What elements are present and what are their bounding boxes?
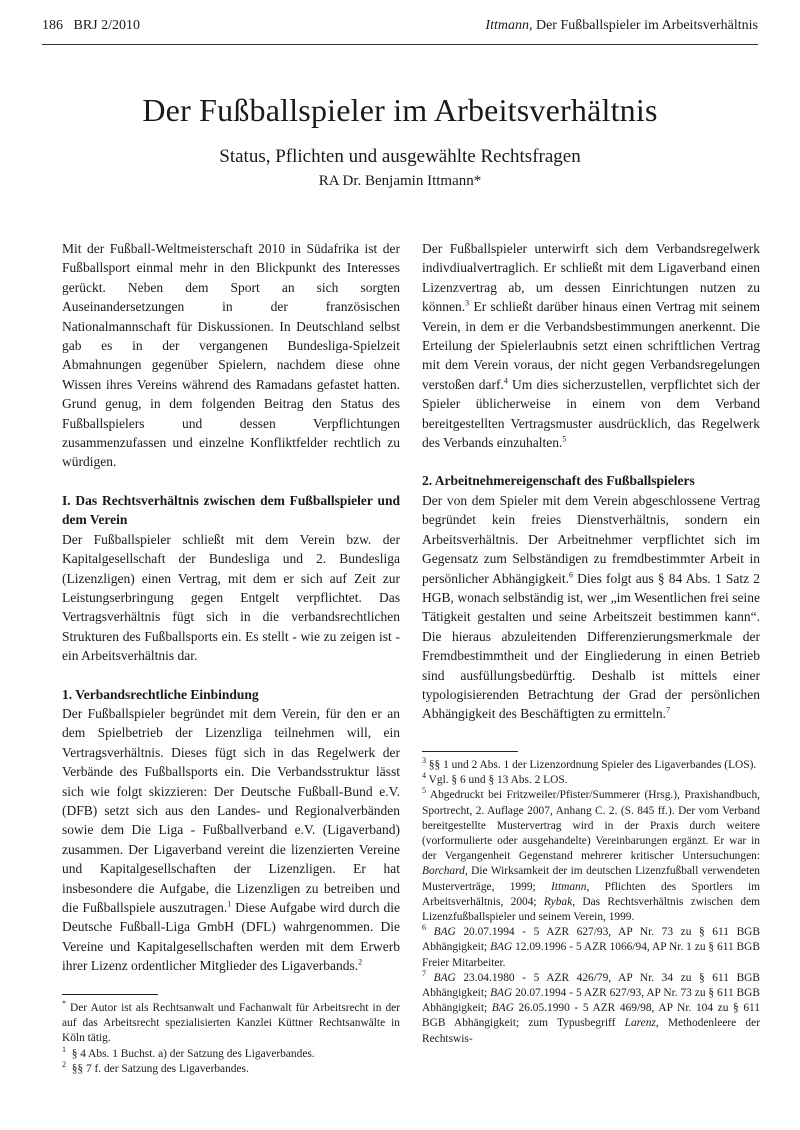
footnote-ref-6[interactable]: 6: [569, 570, 573, 579]
subsection-1-paragraph: Der Fußballspieler begründet mit dem Verein, für den er an dem Spielbetrieb der Lizenzliga teilnehmen will, ein Vertragsverhältnis. Dieses fügt sich in das Regelwerk der Verbände des Fußballsports ein. Die Verbandsstruktur lässt sich wie folgt skizzieren: Der Deutsche Fußball-Bund e.V. (DFB) setzt sich aus den Landes- und Regionalverbänden sowie dem Die Liga - Fußballverband e.V. (Ligaverband) zusammen. Der Ligaverband vereint die lizenzierten Vereine und Kapitalgesellschaften der Lizenzligen. Er hat insbesondere die Aufgabe, die Lizenzligen zu betreiben und die Fußballspiele auszutragen.$^1$ Diese Aufgabe wird durch die Deutsche Fußball-Liga GmbH (DFL) wahrgenommen. Die Vereine und Kapitalgesellschaften werden mit dem Erwerb ihrer Lizenz ordentlicher Mitglieder des Ligaverbands.$^2$: [62, 705, 401, 974]
footnote-4: $^4$ Vgl. § 6 und § 13 Abs. 2 LOS.: [422, 771, 568, 787]
header-rule: [42, 44, 758, 45]
subsection-heading-2: 2. Arbeitnehmereigenschaft des Fußballspielers: [422, 473, 695, 489]
footnote-rule: [62, 994, 158, 995]
footnote-rule: [422, 751, 518, 752]
footnote-ref-2[interactable]: 2: [358, 957, 363, 967]
footnote-ref-4[interactable]: 4: [503, 376, 508, 386]
article-author: RA Dr. Benjamin Ittmann*: [318, 173, 482, 189]
footnote-2: $^2$ §§ 7 f. der Satzung des Ligaverbandes.: [62, 1060, 249, 1075]
footnote-3: $^3$ §§ 1 und 2 Abs. 1 der Lizenzordnung Spieler des Ligaverbandes (LOS).: [422, 756, 757, 771]
footnote-5: $^5$ Abgedruckt bei Fritzweiler/Pfister/Summerer (Hrsg.), Praxishandbuch, Sportrecht, 2. Auflage 2007, Anhang C. 2. (S. 845 ff.). Der vom Verband bereitgestellte Mustervertrag wird in der Praxis durch weitere (vorformulierte oder ausgehandelte) Vereinbarungen ergänzt. Er war in der Vergangenheit Gegenstand mehrerer kritischer Untersuchungen: Borchard, Die Wirksamkeit der im deutschen Lizenzfußball verwendeten Musterverträge, 1999; Ittmann, Pflichten des Sportlers im Arbeitsverhältnis, 2004; Rybak, Das Rechtsverhältnis zwischen dem Lizenzfußballspieler und seinem Verein, 1999.: [422, 786, 760, 924]
article-subtitle: Status, Pflichten und ausgewählte Rechtsfragen: [219, 146, 581, 167]
section-1-paragraph: Der Fußballspieler schließt mit dem Verein bzw. der Kapitalgesellschaft der Bundesliga und 2. Bundesliga (Lizenzligen) einen Vertrag, mit dem er sich auf Zeit zur Leistungserbringung gegen Entgelt verpflichtet. Das Vertragsverhältnis fügt sich in die verbandsrechtlichen Strukturen des Fußballsports ein. Es stellt - wie zu zeigen ist - ein Arbeitsverhältnis dar.: [62, 531, 400, 664]
article-title: Der Fußballspieler im Arbeitsverhältnis: [142, 92, 658, 128]
footnote-author: * Der Autor ist als Rechtsanwalt und Fachanwalt für Arbeitsrecht in der auf das Arbeitsrecht spezialisierten Kanzlei Küttner Rechtsanwälte in Köln tätig.: [62, 999, 400, 1045]
running-title: Ittmann, Der Fußballspieler im Arbeitsverhältnis: [485, 18, 758, 33]
footnote-7: $^7$ BAG 23.04.1980 - 5 AZR 426/79, AP Nr. 34 zu § 611 BGB Abhängigkeit; BAG 20.07.1994 - 5 AZR 627/93, AP Nr. 73 zu § 611 BGB Abhängigkeit; BAG 26.05.1990 - 5 AZR 469/98, AP Nr. 104 zu § 611 BGB Abhängigkeit; zum Typusbegriff Larenz, Methodenleere der Rechtswis-: [422, 969, 760, 1045]
footnote-ref-5[interactable]: 5: [562, 434, 567, 444]
section-heading-1: I. Das Rechtsverhältnis zwischen dem Fußballspieler und dem Verein: [62, 492, 400, 528]
footnote-1: $^1$ § 4 Abs. 1 Buchst. a) der Satzung des Ligaverbandes.: [62, 1044, 315, 1060]
left-column: [62, 239, 400, 976]
page-number: 186: [42, 18, 63, 33]
intro-paragraph: Mit der Fußball-Weltmeisterschaft 2010 in Südafrika ist der Fußballsport einmal mehr in den Blickpunkt des Interesses gerückt. Neben dem Sport an sich sorgten Auseinandersetzungen in der französischen Nationalmannschaft für Diskussionen. In Deutschland selbst gab es in der vergangenen Bundesliga-Spielzeit Abmahnungen gegenüber Spielern, nachdem diese ohne Wissen ihres Vereins während des Ramadans gefastet hatten. Grund genug, in dem folgenden Beitrag den Status des Fußballspielers und dessen Verpflichtungen zusammenzufassen und einzelne Konfliktfelder rechtlich zu würdigen.: [62, 241, 400, 470]
right-footnotes: [422, 745, 760, 1047]
right-column: [422, 239, 760, 724]
footnote-ref-1[interactable]: 1: [227, 899, 232, 909]
left-footnotes: [62, 988, 400, 1077]
footnote-ref-7[interactable]: 7: [666, 705, 671, 715]
right-paragraph-1: Der Fußballspieler unterwirft sich dem Verbandsregelwerk indivdiualvertraglich. Er schließt mit dem Ligaverband einen Lizenzvertrag ab, um dessen Einrichtungen nutzen zu können.$^3$ Er schließt darüber hinaus einen Vertrag mit seinem Verein, in dem er die Verbandsbestimmungen anerkennt. Die Erteilung der Spielerlaubnis setzt einen schriftlichen Vertrag mit dem Verein voraus, der nicht gegen Verbandsregelungen verstoßen darf.$^4$ Um dies sicherzustellen, verpflichtet sich der Spieler üblicherweise in einem von dem Verband bereitgestellten Vertragsmuster ausdrücklich, das Regelwerk des Verbands einzuhalten.$^5$: [422, 241, 760, 451]
footnote-6: $^6$ BAG 20.07.1994 - 5 AZR 627/93, AP Nr. 73 zu § 611 BGB Abhängigkeit; BAG 12.09.1996 - 5 AZR 1066/94, AP Nr. 1 zu § 611 BGB Freier Mitarbeiter.: [422, 923, 760, 969]
running-author: Ittmann: [485, 18, 529, 33]
subsection-heading-1: 1. Verbandsrechtliche Einbindung: [62, 686, 259, 702]
subsection-2-paragraph: Der von dem Spieler mit dem Verein abgeschlossene Vertrag begründet kein freies Dienstverhältnis, sondern ein Arbeitsverhältnis. Der Arbeitnehmer verpflichtet sich im Gegensatz zum Selbständigen zu fremdbestimmter Arbeit in persönlicher Abhängigkeit.$^6$ Dies folgt aus § 84 Abs. 1 Satz 2 HGB, wonach selbständig ist, wer „im Wesentlichen frei seine Tätigkeit gestalten und seine Arbeitszeit bestimmen kann“. Die hieraus abzuleitenden Differenzierungsmerkmale der Fremdbestimmtheit und der Eingliederung in einen Betrieb sind ausfüllungsbedürftig. Deshalb ist mittels einer typologisierenden Betrachtung der Grad der persönlichen Abhängigkeit des Beschäftigten zu ermitteln.$^7$: [422, 492, 760, 722]
journal-issue: BRJ 2/2010: [73, 18, 141, 33]
footnote-ref-3[interactable]: 3: [465, 298, 470, 308]
